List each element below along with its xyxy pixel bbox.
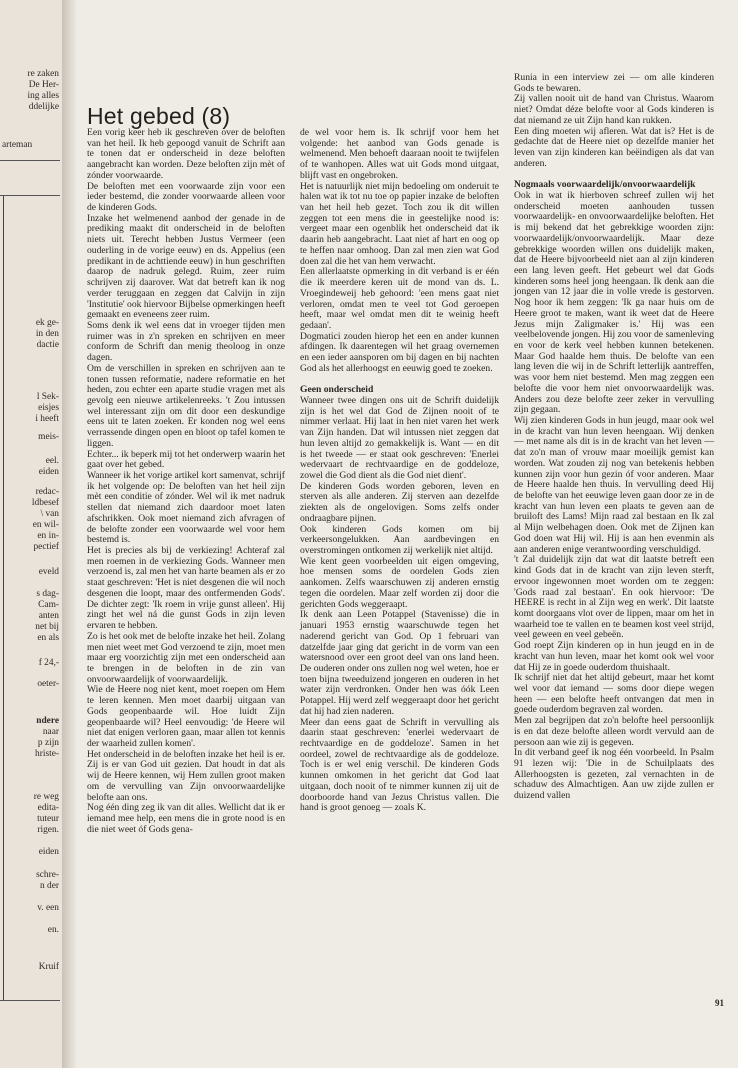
left-fragment: pectief [33, 542, 59, 552]
left-fragment: dactie [36, 340, 59, 350]
left-rule [0, 160, 60, 161]
left-fragment: De Her- [28, 80, 59, 90]
section-heading: Geen onderscheid [300, 384, 374, 396]
paragraph: Inzake het welmenend aanbod der genade in de prediking maakt dit onderscheid in de beloften niets uit. Terecht hebben Justus Vermeer (een ouderling in de vorige eeuw) en ds. Appelius (een predikant in de achttiende eeuw) in hun geschriften daarop de nadruk gelegd. Ruim, zeer ruim schrijven zij daarover. Wat dat betreft kan ik nog verder teruggaan en zeggen dat Calvijn in zijn 'Institutie' ook hiervoor Bijbelse opmerkingen heeft gemaakt en eveneens zeer ruim. [87, 212, 285, 321]
paragraph: Het onderscheid in de beloften inzake het heil is er. Zij is er van God uit gezien. Dat houdt in dat als wij de Heere kennen, wij Hem zullen groot maken om de vervulling van Zijn onvoorwaardelijke belofte aan ons. [87, 748, 285, 803]
paragraph: In dit verband geef ik nog één voorbeeld. In Psalm 91 lezen wij: 'Die in de Schuilplaats des Allerhoogsten is gezeten, zal vernachten in de schaduw des Almachtigen. Aan uw zijde zullen er duizend vallen [514, 747, 714, 802]
left-fragment: eiden [38, 467, 59, 477]
paragraph: Men zal begrijpen dat zo'n belofte heel persoonlijk is en dat deze belofte alleen wordt vervuld aan de persoon aan wie zij is gegeven. [514, 715, 714, 748]
paragraph: Het is precies als bij de verkiezing! Achteraf zal men roemen in de verkiezing Gods. Wanneer men verzoend is, zal men het van harte beamen als er zo staat geschreven: 'Het is niet desgenen die wil noch desgenen die loopt, maar des ontfermenden Gods'. De dichter zegt: 'Ik roem in vrije gunst alleen'. Hij zingt het wel ná die gunst Gods in zijn leven ervaren te hebben. [87, 545, 285, 632]
paragraph: De kinderen Gods worden geboren, leven en sterven als alle anderen. Zij sterven aan dezelfde ziekten als de ongelovigen. Soms zelfs onder ondraagbare pijnen. [300, 480, 499, 524]
paragraph: de wel voor hem is. Ik schrijf voor hem het volgende: het aanbod van Gods genade is welmenend. Men behoeft daaraan nooit te twijfelen of te wanhopen. Alles wat uit Gods mond uitgaat, blijft vast en ongebroken. [300, 127, 499, 181]
left-fragment: l Sek- [36, 392, 59, 402]
left-fragment: en als [37, 633, 59, 643]
left-fragment: naar [42, 727, 59, 737]
paragraph: Ik denk aan Leen Potappel (Stavenisse) die in januari 1953 ernstig waarschuwde tegen het naderend gericht van God. Op 1 februari van datzelfde jaar ging dat gericht in de vorm van een watersnood over een groot deel van ons land heen. De ouderen onder ons zullen nog wel weten, hoe er toen bijna tweeduizend jongeren en ouderen in het water zijn verdronken. Onder hen was óók Leen Potappel. Hij werd zelf weggeraapt door het gericht dat hij had zien naderen. [300, 609, 499, 717]
left-fragment: Kruif [38, 962, 59, 972]
paragraph: Ook in wat ik hierboven schreef zullen wij het onderscheid moeten aanhouden tussen voorwaardelijk- en onvoorwaardelijke beloften. Het is mij bekend dat het gebrekkige woorden zijn: voorwaardelijk/onvoorwaardelijk. Maar deze gebrekkige woorden willen ons duidelijk maken, dat de Heere bijvoorbeeld niet aan al zijn kinderen een lang leven geeft. Het gebeurt wel dat Gods kinderen soms heel jong heengaan. Ik denk aan die jongen van 12 jaar die in volle vrede is gestorven. Nog hoor ik hem zeggen: 'Ik ga naar huis om de Heere groot te maken, want ik weet dat de Heere Jezus mijn Zaligmaker is.' Hij was een veelbelovende jongen. Hij zou voor de samenleving en voor de kerk veel hebben kunnen betekenen. Maar God haalde hem thuis. De belofte van een lang leven die wij in de Schrift letterlijk aantreffen, was voor hem niet bestemd. Men mag zeggen een belofte die voor hem niet onvoorwaardelijk was. Anders zou deze belofte zeer zeker in vervulling zijn gegaan. [514, 189, 714, 416]
text-column-2 [300, 128, 499, 814]
left-fragment: arteman [2, 140, 33, 150]
paragraph: Een ding moeten wij afleren. Wat dat is? Het is de gedachte dat de Heere niet op dezelfde manier het leven van zijn kinderen kan beëindigen als dat van anderen. [514, 125, 714, 169]
paragraph: Runia in een interview zei — om alle kinderen Gods te bewaren. [514, 72, 714, 94]
paragraph: Soms denk ik wel eens dat in vroeger tijden men ruimer was in z'n spreken en schrijven en meer conform de Schrift dan menig theoloog in onze dagen. [87, 319, 285, 364]
article-title: Het gebed (8) [87, 103, 231, 129]
paragraph: Wie de Heere nog niet kent, moet roepen om Hem te leren kennen. Men moet daarbij uitgaan van Gods geopenbaarde wil. Hoe luidt Zijn geopenbaarde wil? Heel eenvoudig: 'de Heere wil niet dat enigen verloren gaan, maar allen tot kennis der waarheid zullen komen'. [87, 684, 285, 749]
paragraph: Ook kinderen Gods komen om bij verkeersongelukken. Aan aardbevingen en overstromingen ontkomen zij werkelijk niet altijd. [300, 523, 499, 557]
left-fragment: oeter- [37, 679, 59, 689]
section-heading: Nogmaals voorwaardelijk/onvoorwaardelijk [514, 179, 696, 191]
left-fragment: eel. [45, 456, 59, 466]
paragraph: Zo is het ook met de belofte inzake het heil. Zolang men niet weet met God verzoend te zijn, moet men maar erg voorzichtig zijn met een onderscheid aan te brengen in de beloften in de zin van onvoorwaardelijk of voorwaardelijk. [87, 630, 285, 685]
left-fragment: n der [39, 881, 59, 891]
paragraph: Om de verschillen in spreken en schrijven aan te tonen tussen reformatie, nadere reformatie en het heden, zou echter een aparte studie vragen met als gevolg een nieuwe artikelenreeks. 't Zou intussen wel interessant zijn om dit door een deskundige eens uit te laten zoeken. Er konden nog wel eens verrassende dingen open en bloot op tafel komen te liggen. [87, 362, 285, 449]
left-fragment: meis- [38, 432, 59, 442]
left-fragment: eveld [38, 567, 59, 577]
left-fragment: eiden [38, 847, 59, 857]
paragraph: 't Zal duidelijk zijn dat wat dit laatste betreft een kind Gods dat in de kracht van zijn leven sterft, ervoor ingewonnen moet worden om te zeggen: 'Gods raad zal bestaan'. En ook hiervoor: 'De HEERE is recht in al Zijn weg en werk'. Dit laatste komt doorgaans vlot over de lippen, maar om het in waarheid toe te vallen en te beamen kost veel strijd, veel geween en veel gebeën. [514, 554, 714, 641]
right-page [76, 0, 738, 1068]
paragraph: Het is natuurlijk niet mijn bedoeling om onderuit te halen wat ik tot nu toe op papier inzake de beloften van het heil heb gezet. Toch zou ik dit willen zeggen tot een mens die in geestelijke nood is: vergeet maar een ogenblik het onderscheid dat ik daarin heb aangebracht. Laat niet af hart en oog op te heffen naar omhoog. Dan zal men zien wat God doen zal die het van hem verwacht. [300, 180, 499, 267]
paragraph: God roept Zijn kinderen op in hun jeugd en in de kracht van hun leven, maar het komt ook wel voor dat Hij ze in goede ouderdom thuishaalt. [514, 640, 714, 673]
paragraph: Wij zien kinderen Gods in hun jeugd, maar ook wel in de kracht van hun leven heengaan. Wij denken — met name als dit is in de kracht van het leven — dat zo'n man of vrouw maar moeilijk gemist kan worden. Wat zouden zij nog van betekenis hebben kunnen zijn voor hun gezin óf voor anderen. Maar de Heere haalde hen thuis. In vervulling deed Hij de belofte van het eeuwige leven gaan door ze in de kracht van hun leven een plaats te geven aan de bruiloft des Lams! Mijn raad zal bestaan en Ik zal al Mijn welbehagen doen. Ook met de Zijnen kan God doen wat Hij wil. Hij is aan hen evenmin als aan anderen enige verantwoording verschuldigd. [514, 415, 714, 555]
paragraph: Wanneer twee dingen ons uit de Schrift duidelijk zijn is het wel dat God de Zijnen nooit of te nimmer verlaat. Hij laat in hen niet varen het werk van Zijn handen. Dat wil intussen niet zeggen dat hun leven altijd zo gemakkelijk is. Want — en dit is het tweede — er staat ook geschreven: 'Enerlei wedervaart de rechtvaardige en de goddeloze, zowel die God dient als die God niet dient'. [300, 394, 499, 481]
paragraph: Nog één ding zeg ik van dit alles. Wellicht dat ik er iemand mee help, een mens die in grote nood is en die niet weet óf Gods gena- [87, 802, 285, 835]
left-fragment: ndere [36, 716, 59, 726]
paragraph: Wanneer ik het vorige artikel kort samenvat, schrijf ik het volgende op: De beloften van het heil zijn mèt een conditie of zónder. Wel wil ik met nadruk stellen dat niemand zich daardoor moet laten afschrikken. Ook moet niemand zich afvragen of de belofte zonder een voorwaarde wel voor hem bestemd is. [87, 470, 285, 546]
text-column-1 [87, 128, 285, 835]
left-box-top [0, 195, 60, 196]
left-box-border [3, 195, 4, 1000]
left-fragment: f 24,- [38, 658, 59, 668]
left-fragment: \ van [40, 509, 59, 519]
left-fragment: i heeft [35, 414, 59, 424]
left-fragment: redac- [35, 487, 59, 497]
left-fragment: anten [38, 611, 59, 621]
left-fragment: re zaken [27, 69, 59, 79]
left-fragment: rigen. [37, 825, 59, 835]
left-fragment: eisjes [38, 403, 59, 413]
book-gutter [62, 0, 76, 1068]
paragraph: Een allerlaatste opmerking in dit verband is er één die ik meerdere keren uit de mond van ds. L. Vroegindeweij heb gehoord: 'een mens gaat niet verloren, omdat men te veel tot God geroepen heeft, maar wel omdat men dit te weinig heeft gedaan'. [300, 266, 499, 331]
paragraph: Echter... ik beperk mij tot het onderwerp waarin het gaat over het gebed. [87, 448, 285, 471]
left-fragment: ddelijke [28, 102, 59, 112]
left-fragment: ing alles [27, 91, 59, 101]
left-fragment: ek ge- [35, 318, 59, 328]
page-number: 91 [715, 998, 724, 1008]
paragraph: Dogmatici zouden hierop het een en ander kunnen afdingen. Ik daarentegen wil het graag overnemen en een ieder aansporen om bij dagen en bij nachten God als het allerhoogst en eeuwig goed te zoeken. [300, 330, 499, 374]
left-fragment: en in- [37, 531, 59, 541]
left-fragment: hriste- [35, 749, 59, 759]
left-page-remnant [0, 0, 62, 1068]
left-fragment: ldbesef [31, 498, 59, 508]
left-fragment: Cam- [38, 600, 59, 610]
left-fragment: en. [47, 925, 59, 935]
left-fragment: tuteur [37, 814, 59, 824]
left-box-bottom [0, 1000, 60, 1001]
left-fragment: net bij [35, 622, 59, 632]
text-column-3 [514, 73, 714, 802]
left-fragment: en wil- [32, 520, 59, 530]
paragraph: Zij vallen nooit uit de hand van Christus. Waarom niet? Omdat déze belofte voor al Gods kinderen is dat niemand ze uit Zijn hand kan rukken. [514, 93, 714, 126]
paragraph: Een vorig keer heb ik geschreven over de beloften van het heil. Ik heb gepoogd vanuit de Schrift aan te tonen dat er onderscheid in deze beloften aangebracht kan worden. Deze beloften zijn mèt of zónder voorwaarde. [87, 127, 285, 181]
left-fragment: schre- [36, 870, 59, 880]
paragraph: Meer dan eens gaat de Schrift in vervulling als daarin staat geschreven: 'enerlei wedervaart de rechtvaardige en de goddeloze'. Samen in het oordeel, zowel de rechtvaardige als de goddeloze. Toch is er wel enig verschil. De kinderen Gods kunnen omkomen in het gericht dat God laat uitgaan, doch nooit of te nimmer kunnen zij uit de doorboorde hand van Jezus Christus vallen. Die hand is groot genoeg — zoals K. [300, 716, 499, 814]
paragraph: Ik schrijf niet dat het altijd gebeurt, maar het komt wel voor dat iemand — soms door diepe wegen heen — een belofte heeft ontvangen dat men in goede ouderdom begraven zal worden. [514, 672, 714, 716]
left-fragment: edita- [37, 803, 59, 813]
left-fragment: re weg [33, 792, 59, 802]
paragraph: De beloften met een voorwaarde zijn voor een ieder bestemd, die zonder voorwaarde alleen voor de kinderen Gods. [87, 180, 285, 214]
left-fragment: in den [35, 329, 59, 339]
left-fragment: p zijn [37, 738, 59, 748]
left-fragment: v. een [37, 903, 59, 913]
paragraph: Wie kent geen voorbeelden uit eigen omgeving, hoe mensen soms de oordelen Gods zien aankomen. Zelfs waarschuwen zij anderen ernstig tegen die oordelen. Maar zelf worden zij door die gerichten Gods weggeraapt. [300, 555, 499, 610]
left-fragment: s dag- [36, 589, 59, 599]
